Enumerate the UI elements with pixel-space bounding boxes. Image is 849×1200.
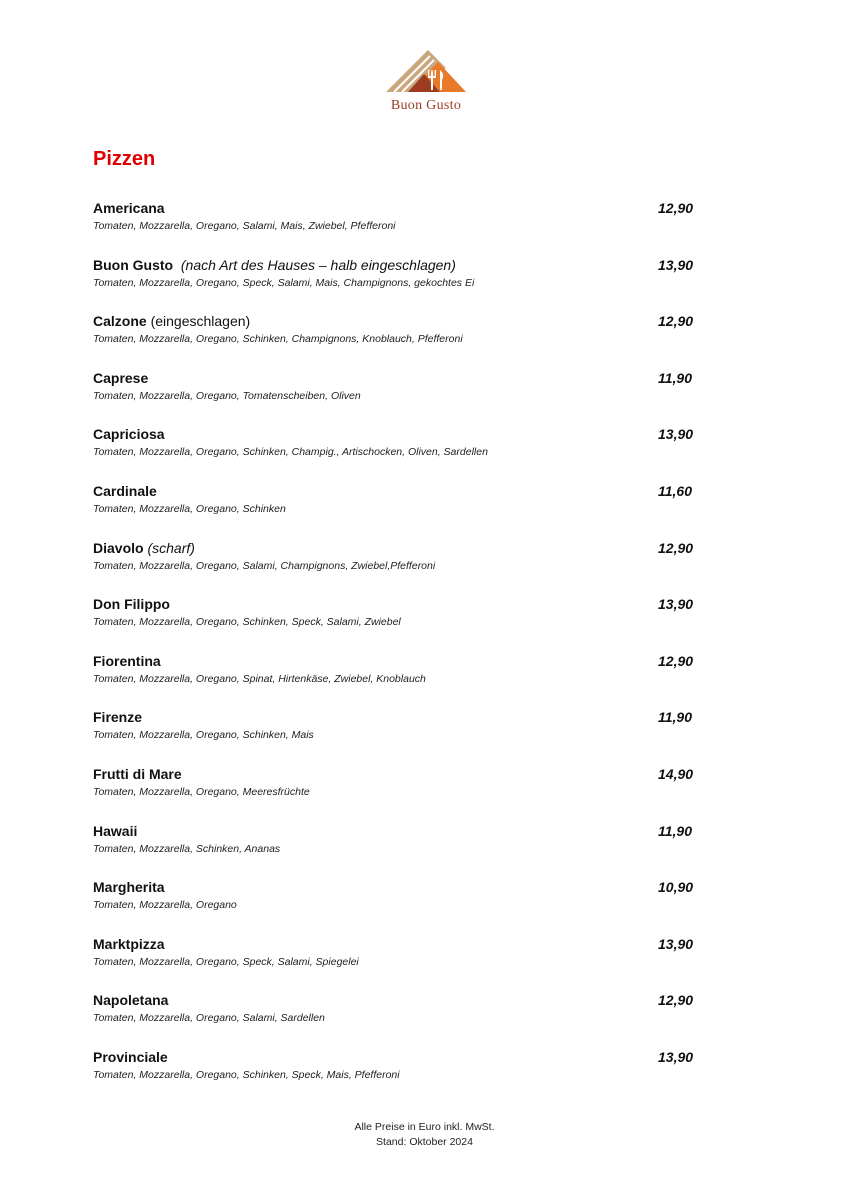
item-ingredients: Tomaten, Mozzarella, Oregano, Schinken, Mais bbox=[93, 729, 314, 742]
item-name: Margherita bbox=[93, 879, 165, 896]
item-note: (nach Art des Hauses – halb eingeschlagen) bbox=[173, 256, 456, 273]
item-name: Hawaii bbox=[93, 822, 138, 839]
menu-item-margherita bbox=[93, 879, 703, 936]
item-ingredients: Tomaten, Mozzarella, Oregano, Schinken, Speck, Mais, Pfefferoni bbox=[93, 1068, 400, 1081]
section-title: Pizzen bbox=[93, 148, 156, 170]
item-name: Diavolo bbox=[93, 539, 144, 556]
item-ingredients: Tomaten, Mozzarella, Oregano, Salami, Mais, Zwiebel, Pfefferoni bbox=[93, 220, 396, 232]
item-ingredients: Tomaten, Mozzarella, Oregano bbox=[93, 899, 237, 912]
menu-item-diavolo bbox=[93, 540, 703, 597]
item-price: 11,90 bbox=[658, 369, 692, 386]
item-price: 13,90 bbox=[658, 1048, 694, 1065]
menu-item-calzone bbox=[93, 313, 703, 370]
item-note: (scharf) bbox=[143, 539, 195, 556]
item-name: Marktpizza bbox=[93, 935, 165, 952]
menu-item-cardinale bbox=[93, 483, 703, 540]
pizza-menu-list bbox=[93, 200, 703, 1106]
item-name: Provinciale bbox=[93, 1048, 168, 1065]
item-name: Firenze bbox=[93, 709, 143, 726]
item-name: Americana bbox=[93, 200, 165, 216]
item-note: (eingeschlagen) bbox=[146, 313, 251, 330]
item-ingredients: Tomaten, Mozzarella, Oregano, Salami, Sardellen bbox=[93, 1012, 325, 1025]
price-footer bbox=[0, 1120, 849, 1150]
menu-item-napoletana bbox=[93, 992, 703, 1049]
item-name: Don Filippo bbox=[93, 596, 170, 613]
item-price: 10,90 bbox=[658, 879, 694, 896]
item-price: 13,90 bbox=[658, 596, 694, 613]
menu-item-americana bbox=[93, 200, 703, 257]
item-price: 12,90 bbox=[658, 539, 694, 556]
item-ingredients: Tomaten, Mozzarella, Oregano, Schinken bbox=[93, 502, 286, 515]
menu-item-don-filippo bbox=[93, 596, 703, 653]
item-price: 13,90 bbox=[658, 935, 694, 952]
item-price: 13,90 bbox=[658, 426, 694, 443]
item-ingredients: Tomaten, Mozzarella, Oregano, Speck, Salami, Spiegelei bbox=[93, 955, 359, 968]
item-ingredients: Tomaten, Mozzarella, Oregano, Tomatenscheiben, Oliven bbox=[93, 389, 361, 402]
item-name: Buon Gusto bbox=[93, 256, 174, 273]
item-ingredients: Tomaten, Mozzarella, Oregano, Meeresfrüchte bbox=[93, 785, 310, 798]
item-price: 12,90 bbox=[658, 200, 694, 216]
item-ingredients: Tomaten, Mozzarella, Schinken, Ananas bbox=[93, 842, 281, 855]
item-ingredients: Tomaten, Mozzarella, Oregano, Spinat, Hirtenkäse, Zwiebel, Knoblauch bbox=[93, 672, 426, 685]
menu-item-capriciosa bbox=[93, 426, 703, 483]
menu-item-firenze bbox=[93, 709, 703, 766]
item-name: Napoletana bbox=[93, 992, 169, 1009]
menu-item-buon-gusto bbox=[93, 257, 703, 314]
logo-text: Buon Gusto bbox=[390, 98, 462, 113]
item-price: 12,90 bbox=[658, 652, 694, 669]
item-price: 13,90 bbox=[658, 256, 694, 273]
item-ingredients: Tomaten, Mozzarella, Oregano, Speck, Salami, Mais, Champignons, gekochtes Ei bbox=[93, 276, 475, 289]
item-name: Fiorentina bbox=[93, 652, 161, 669]
menu-item-fiorentina bbox=[93, 653, 703, 710]
item-price: 11,90 bbox=[658, 709, 692, 726]
item-ingredients: Tomaten, Mozzarella, Oregano, Schinken, Champignons, Knoblauch, Pfefferoni bbox=[93, 333, 463, 346]
item-ingredients: Tomaten, Mozzarella, Oregano, Schinken, Speck, Salami, Zwiebel bbox=[93, 616, 401, 629]
item-name: Cardinale bbox=[93, 482, 157, 499]
menu-item-caprese bbox=[93, 370, 703, 427]
item-price: 14,90 bbox=[658, 765, 694, 782]
item-price: 12,90 bbox=[658, 313, 694, 330]
item-name: Caprese bbox=[93, 369, 149, 386]
item-name: Calzone bbox=[93, 313, 147, 330]
item-price: 11,90 bbox=[658, 822, 692, 839]
fork-knife-mountain-icon bbox=[384, 48, 468, 94]
menu-item-hawaii bbox=[93, 823, 703, 880]
item-price: 11,60 bbox=[658, 482, 692, 499]
item-name: Frutti di Mare bbox=[93, 765, 182, 782]
footer-vat-note: Alle Preise in Euro inkl. MwSt. bbox=[354, 1121, 495, 1133]
menu-item-frutti-di-mare bbox=[93, 766, 703, 823]
item-price: 12,90 bbox=[658, 992, 694, 1009]
footer-date: Stand: Oktober 2024 bbox=[376, 1136, 473, 1148]
menu-item-marktpizza bbox=[93, 936, 703, 993]
menu-item-provinciale bbox=[93, 1049, 703, 1106]
item-ingredients: Tomaten, Mozzarella, Oregano, Schinken, Champig., Artischocken, Oliven, Sardellen bbox=[93, 446, 488, 459]
item-ingredients: Tomaten, Mozzarella, Oregano, Salami, Champignons, Zwiebel,Pfefferoni bbox=[93, 559, 436, 572]
restaurant-logo bbox=[380, 48, 472, 118]
item-name: Capriciosa bbox=[93, 426, 165, 443]
